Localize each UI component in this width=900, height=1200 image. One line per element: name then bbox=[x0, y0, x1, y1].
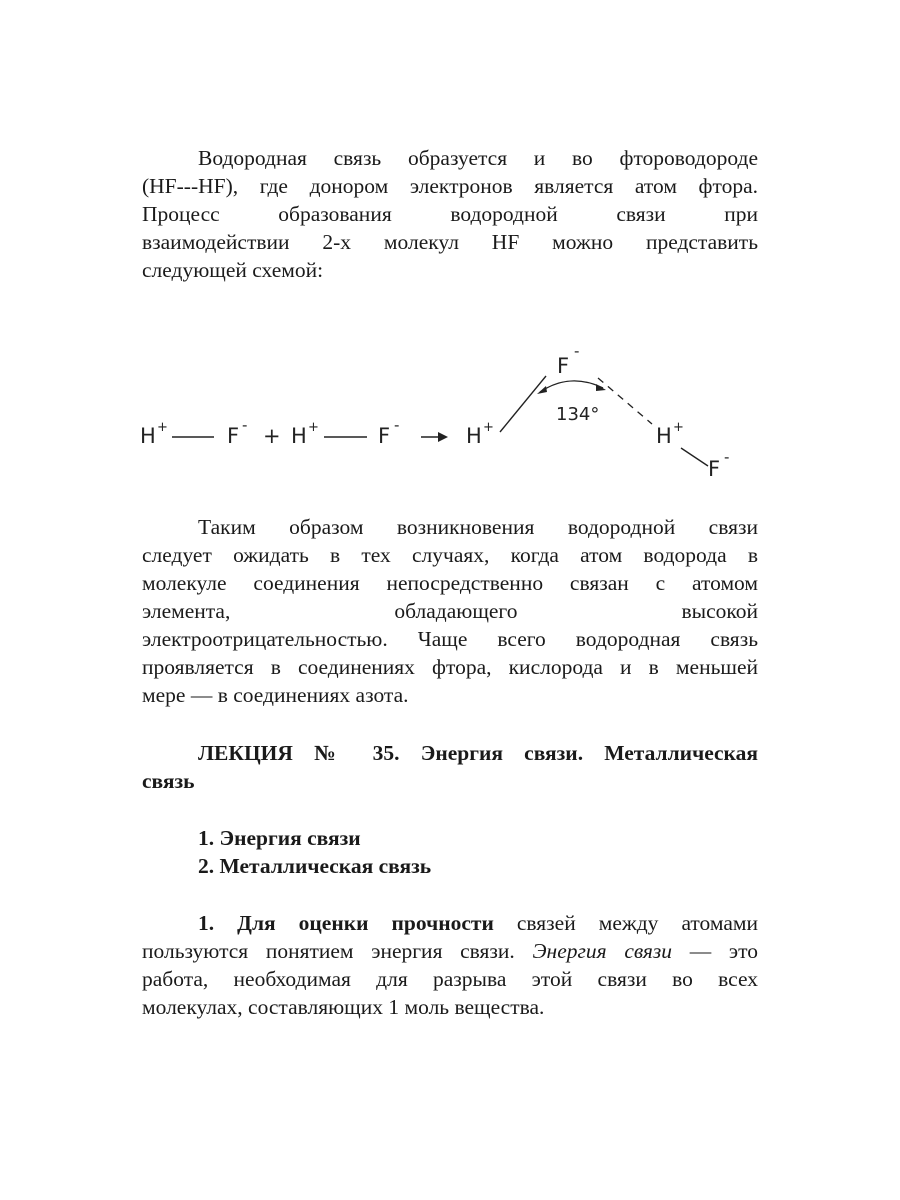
text-fragment: — это bbox=[672, 939, 759, 963]
hydrogen-bond-dashed bbox=[598, 378, 652, 424]
plus-sign: + bbox=[263, 424, 281, 448]
lecture-title-line: ЛЕКЦИЯ № 35. Энергия связи. Металлическая bbox=[198, 741, 758, 765]
atom-h: H bbox=[656, 424, 672, 448]
charge-minus: - bbox=[574, 342, 580, 360]
text-line: Таким образом возникновения водородной связи bbox=[198, 515, 758, 539]
paragraph-intro bbox=[142, 144, 758, 284]
atom-h: H bbox=[466, 424, 482, 448]
text-line: Процесс образования водородной связи при bbox=[142, 202, 758, 226]
text-line: мере — в соединениях азота. bbox=[142, 683, 409, 707]
charge-plus: + bbox=[483, 420, 494, 435]
charge-plus: + bbox=[673, 420, 684, 435]
reaction-arrow bbox=[421, 432, 448, 442]
lecture-title-line: связь bbox=[142, 769, 195, 793]
charge-plus: + bbox=[157, 420, 168, 435]
text-line bbox=[142, 937, 758, 965]
italic-term: Энергия связи bbox=[532, 939, 673, 963]
atom-f: F bbox=[378, 424, 391, 448]
text-line: взаимодействии 2-х молекул HF можно представить bbox=[142, 230, 758, 254]
atom-f: F bbox=[557, 354, 570, 378]
atom-h: H bbox=[140, 424, 156, 448]
lecture-heading bbox=[142, 739, 758, 795]
text-fragment: пользуются понятием энергия связи. bbox=[142, 939, 533, 963]
text-line: (HF---HF), где донором электронов является атом фтора. bbox=[142, 174, 758, 198]
charge-minus: - bbox=[394, 416, 400, 434]
text-line: молекулах, составляющих 1 моль вещества. bbox=[142, 995, 545, 1019]
text-line: элемента, обладающего высокой bbox=[142, 599, 758, 623]
charge-minus: - bbox=[724, 448, 730, 466]
toc-item: 1. Энергия связи bbox=[198, 826, 361, 850]
toc-item: 2. Металлическая связь bbox=[198, 854, 432, 878]
text-line: следующей схемой: bbox=[142, 258, 324, 282]
hydrogen-bond-scheme bbox=[0, 330, 900, 500]
paragraph-conclusion bbox=[142, 513, 758, 709]
atom-f: F bbox=[708, 457, 721, 481]
bold-phrase: 1. Для оценки прочности bbox=[198, 911, 494, 935]
lecture-toc bbox=[142, 824, 758, 880]
charge-minus: - bbox=[242, 416, 248, 434]
text-line: проявляется в соединениях фтора, кислорода и в меньшей bbox=[142, 655, 758, 679]
atom-f: F bbox=[227, 424, 240, 448]
text-fragment: связей между атомами bbox=[493, 911, 758, 935]
text-line bbox=[142, 909, 758, 937]
angle-arc bbox=[537, 381, 606, 394]
paragraph-bond-energy bbox=[142, 909, 758, 1021]
text-line: следует ожидать в тех случаях, когда атом водорода в bbox=[142, 543, 758, 567]
angle-label: 134° bbox=[556, 404, 600, 425]
text-line: электроотрицательностью. Чаще всего водородная связь bbox=[142, 627, 758, 651]
bond-line bbox=[681, 448, 708, 466]
bond-line bbox=[500, 376, 546, 432]
charge-plus: + bbox=[308, 420, 319, 435]
text-line: Водородная связь образуется и во фтороводороде bbox=[198, 146, 758, 170]
text-line: работа, необходимая для разрыва этой связи во всех bbox=[142, 967, 758, 991]
atom-h: H bbox=[291, 424, 307, 448]
text-line: молекуле соединения непосредственно связан с атомом bbox=[142, 571, 758, 595]
